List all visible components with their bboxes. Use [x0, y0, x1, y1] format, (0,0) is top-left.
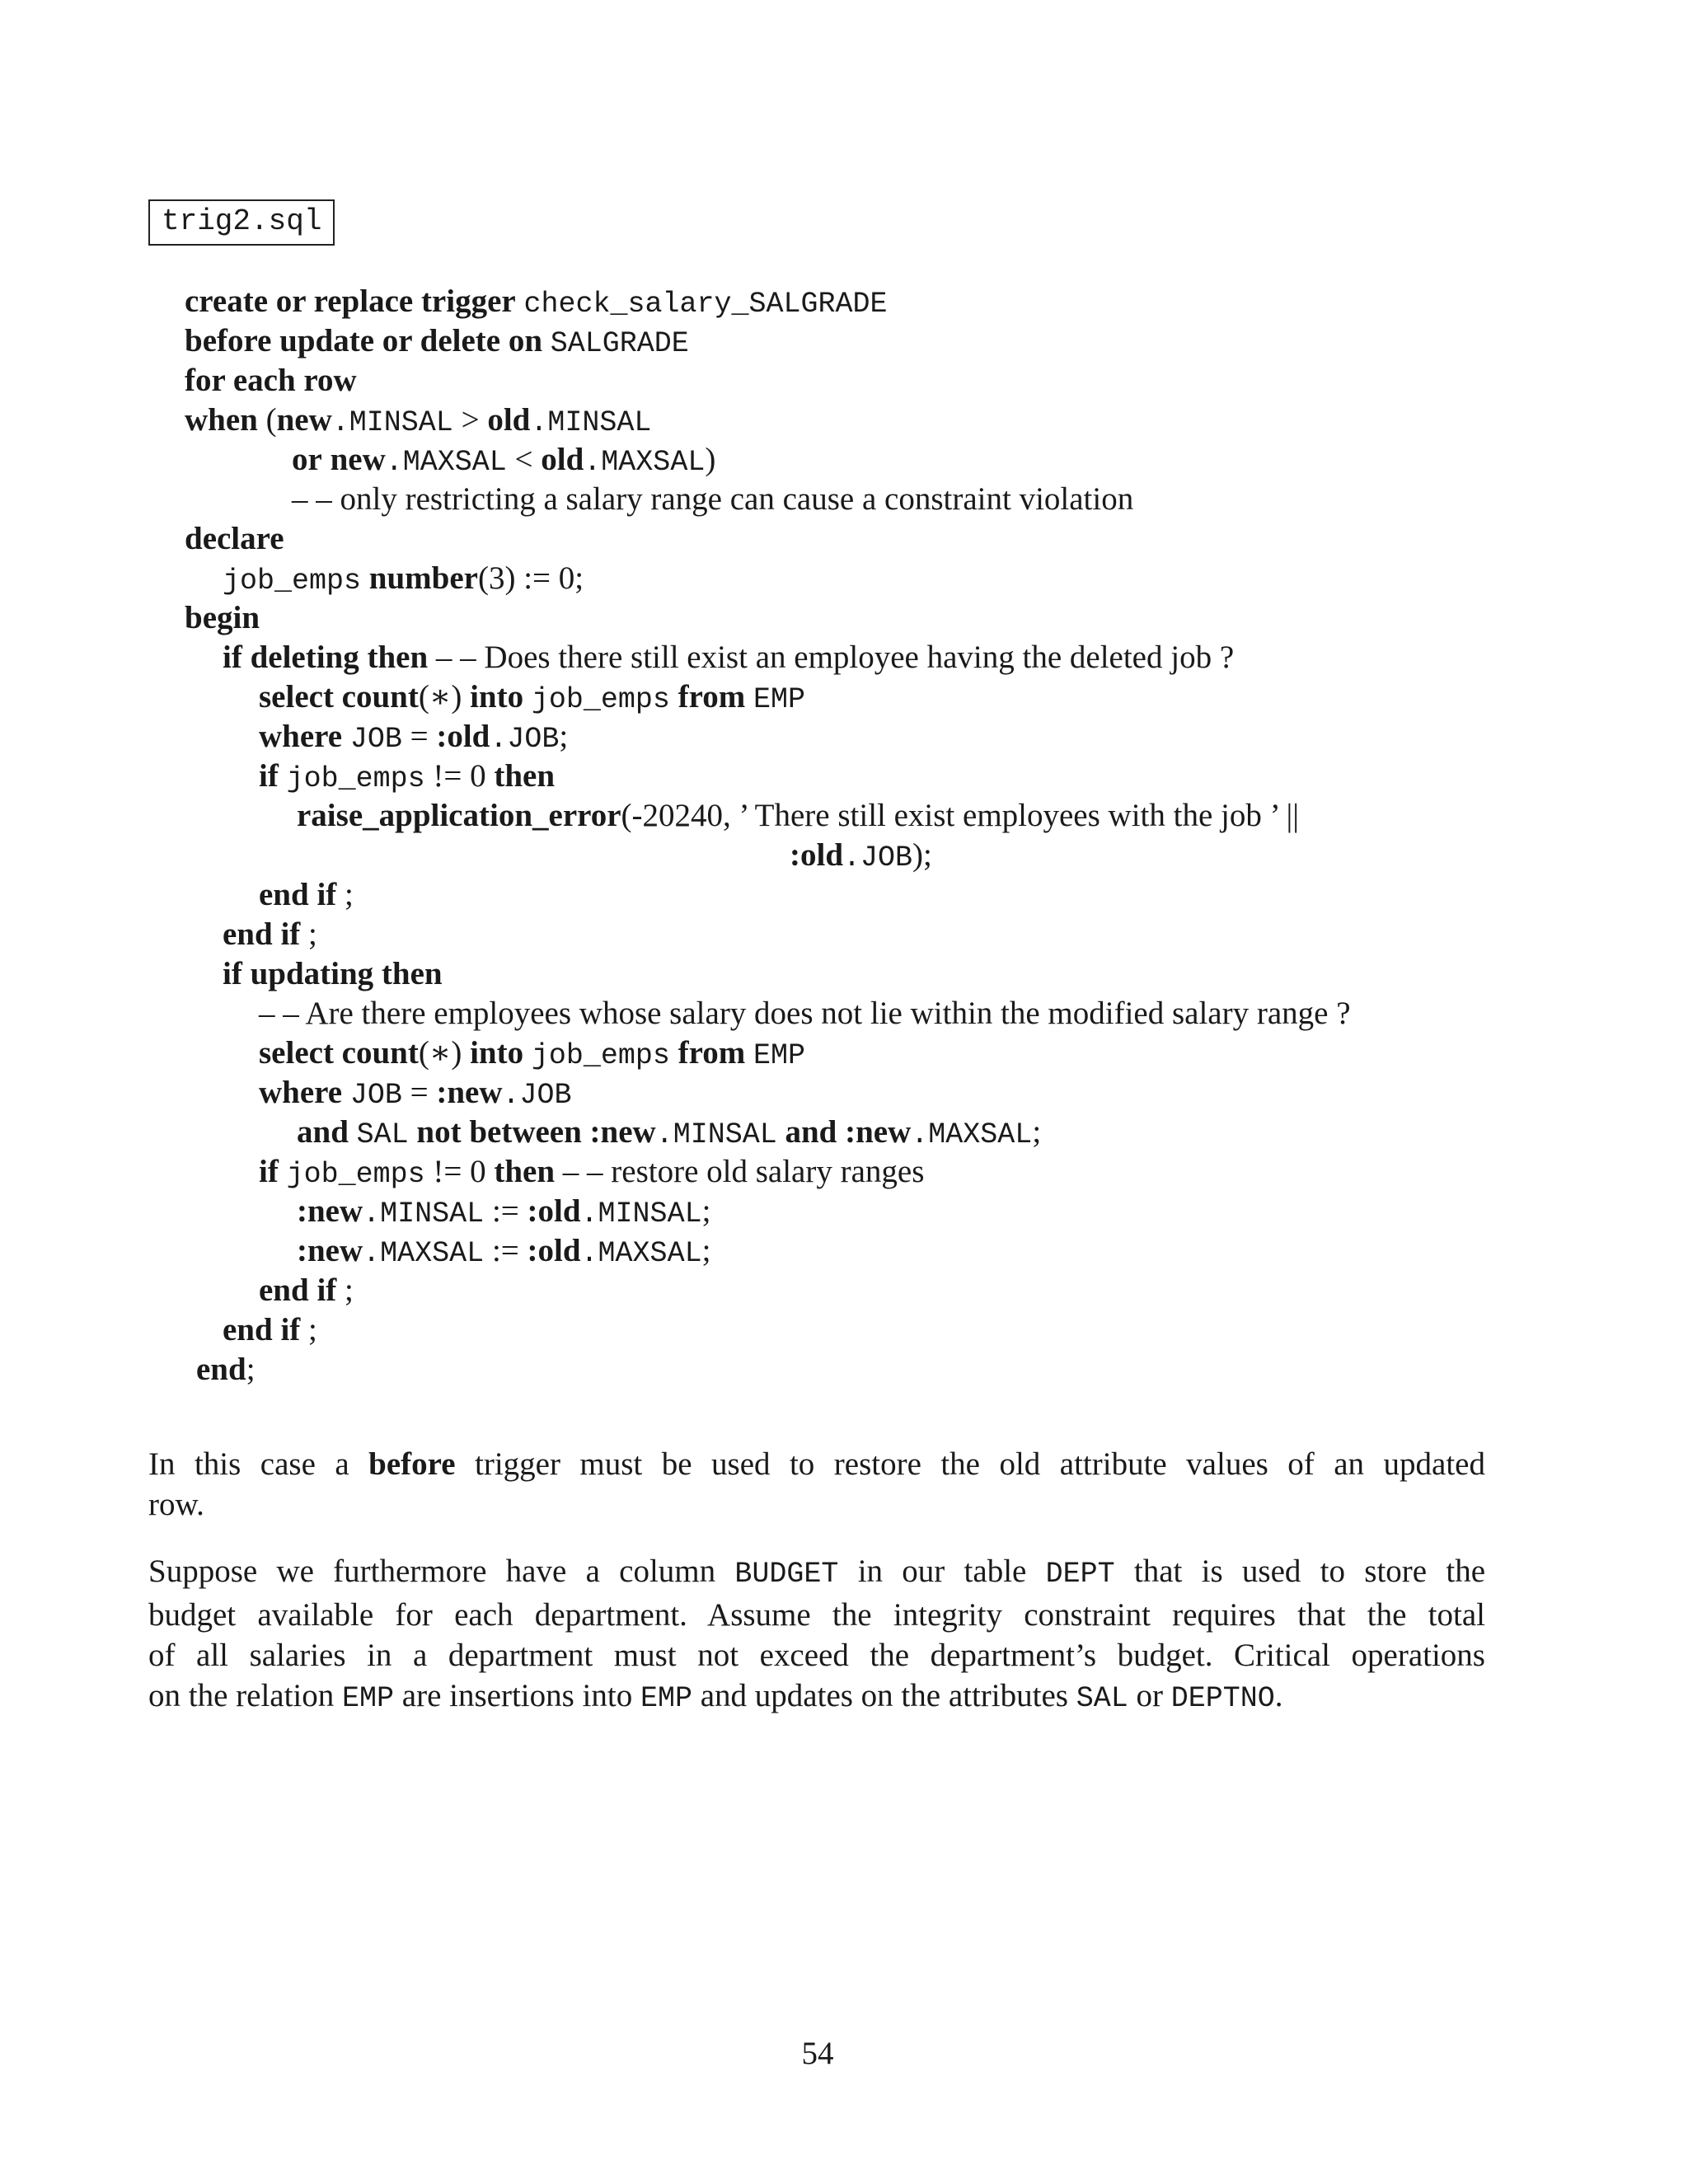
- keyword: end if: [223, 1312, 301, 1347]
- keyword: declare: [185, 521, 284, 556]
- code-text: ;: [701, 1193, 711, 1229]
- keyword: :new: [589, 1114, 656, 1150]
- code-text: (-20240, ’ There still exist employees with the job ’ ||: [621, 798, 1300, 833]
- text: Suppose we furthermore have a column: [148, 1554, 735, 1589]
- paragraph: [148, 1444, 1485, 1525]
- page-number: 54: [801, 2036, 834, 2071]
- code-text: :=: [484, 1193, 528, 1229]
- code-text: );: [912, 837, 932, 873]
- keyword: new: [276, 402, 332, 438]
- code-comment: – – Are there employees whose salary does not lie within the modified salary range ?: [259, 996, 1351, 1031]
- code-line: [297, 796, 1299, 836]
- identifier: EMP: [753, 683, 805, 716]
- text: on the relation: [148, 1678, 343, 1713]
- keyword: :old: [790, 837, 844, 873]
- keyword: :new: [297, 1193, 363, 1229]
- code-text: ;: [1032, 1114, 1042, 1150]
- keyword: :new: [845, 1114, 912, 1150]
- text: In this case a: [148, 1446, 369, 1482]
- identifier: JOB: [349, 1079, 402, 1112]
- identifier: .JOB: [502, 1079, 572, 1112]
- identifier: job_emps: [286, 1158, 425, 1191]
- paragraph-line: [148, 1675, 1485, 1719]
- keyword: end if: [259, 1272, 337, 1308]
- paragraph-line: [148, 1444, 1485, 1484]
- identifier: check_salary_SALGRADE: [523, 288, 888, 321]
- keyword: not between: [416, 1114, 582, 1150]
- keyword: :new: [436, 1075, 503, 1110]
- identifier: .JOB: [490, 723, 560, 756]
- keyword: when: [185, 402, 258, 438]
- code-comment: – – restore old salary ranges: [555, 1154, 925, 1189]
- code-line: [185, 282, 888, 321]
- text: trigger must be used to restore the old attribute values of an updated: [455, 1446, 1485, 1482]
- code-text: =: [401, 719, 437, 754]
- text: .: [1274, 1678, 1283, 1713]
- identifier: job_emps: [223, 565, 362, 598]
- code-text: ;: [559, 719, 569, 754]
- code-text: ;: [701, 1233, 711, 1268]
- code-text: =: [401, 1075, 437, 1110]
- identifier: .MAXSAL: [363, 1237, 485, 1270]
- keyword: into: [470, 679, 524, 715]
- code-line: [223, 915, 317, 954]
- keyword: raise_application_error: [297, 798, 621, 833]
- keyword: before update or delete on: [185, 323, 543, 359]
- keyword: select count: [259, 1035, 419, 1071]
- keyword: if deleting then: [223, 640, 429, 675]
- paragraph-line: row.: [148, 1487, 204, 1522]
- keyword: if: [259, 758, 279, 794]
- code-line: [185, 321, 689, 361]
- identifier: .MAXSAL: [911, 1118, 1033, 1151]
- identifier: .MINSAL: [363, 1197, 485, 1230]
- keyword: select count: [259, 679, 419, 715]
- code-text: != 0: [424, 758, 495, 794]
- identifier: JOB: [349, 723, 402, 756]
- paragraph-line: budget available for each department. Assume the integrity constraint requires that the total: [148, 1597, 1485, 1633]
- code-line: [259, 677, 805, 717]
- code-text: (∗): [418, 679, 471, 715]
- code-line: [259, 875, 354, 915]
- keyword: :old: [527, 1193, 581, 1229]
- code-line: [223, 1310, 317, 1350]
- keyword: from: [678, 679, 746, 715]
- identifier: .MINSAL: [655, 1118, 777, 1151]
- identifier: job_emps: [531, 1039, 670, 1072]
- identifier: EMP: [342, 1682, 395, 1715]
- text: are insertions into: [394, 1678, 640, 1713]
- keyword: and: [297, 1114, 349, 1150]
- code-line: [223, 638, 1234, 677]
- code-line: [297, 1192, 710, 1231]
- code-text: (: [265, 402, 277, 438]
- code-text: >: [452, 402, 488, 438]
- text: or: [1128, 1678, 1171, 1713]
- keyword: from: [678, 1035, 746, 1071]
- code-text: (3) := 0;: [477, 560, 584, 596]
- code-text: ;: [336, 877, 354, 912]
- code-text: != 0: [424, 1154, 495, 1189]
- identifier: job_emps: [531, 683, 670, 716]
- code-line: [790, 836, 932, 875]
- code-line: [259, 1033, 805, 1073]
- code-line: [259, 1152, 924, 1192]
- keyword: :old: [527, 1233, 581, 1268]
- code-line: [223, 559, 584, 598]
- keyword: :old: [436, 719, 490, 754]
- code-comment: – – only restricting a salary range can cause a constraint violation: [292, 481, 1134, 517]
- keyword: :new: [297, 1233, 363, 1268]
- identifier: SAL: [1076, 1682, 1128, 1715]
- keyword: create or replace trigger: [185, 284, 516, 319]
- identifier: SAL: [356, 1118, 409, 1151]
- identifier: .JOB: [843, 841, 913, 874]
- code-text: (∗): [418, 1035, 471, 1071]
- code-text: ): [705, 442, 716, 477]
- keyword: then: [494, 758, 556, 794]
- code-comment: – – Does there still exist an employee having the deleted job ?: [428, 640, 1235, 675]
- code-line: [259, 1271, 354, 1310]
- code-line: [196, 1350, 256, 1390]
- keyword: if updating then: [223, 956, 443, 991]
- keyword: if: [259, 1154, 279, 1189]
- keyword: old: [541, 442, 584, 477]
- identifier: DEPT: [1045, 1558, 1115, 1591]
- code-line: [185, 519, 284, 559]
- code-line: [259, 717, 568, 757]
- identifier: EMP: [640, 1682, 692, 1715]
- paragraph-line: [148, 1551, 1485, 1595]
- keyword: number: [368, 560, 478, 596]
- text: in our table: [838, 1554, 1046, 1589]
- code-line: [259, 757, 555, 796]
- code-line: [292, 440, 715, 480]
- identifier: .MAXSAL: [385, 446, 507, 479]
- code-text: ;: [300, 916, 317, 952]
- keyword: and: [785, 1114, 837, 1150]
- code-line: [259, 1073, 572, 1113]
- keyword: end if: [223, 916, 301, 952]
- code-line: [185, 361, 357, 401]
- code-line: [223, 954, 443, 994]
- code-text: <: [506, 442, 542, 477]
- keyword: new: [330, 442, 386, 477]
- text: and updates on the attributes: [692, 1678, 1076, 1713]
- code-text: ;: [246, 1352, 256, 1387]
- code-line: [185, 598, 260, 638]
- code-line: [185, 401, 651, 440]
- keyword: or: [292, 442, 322, 477]
- paragraph: [148, 1551, 1485, 1719]
- code-text: :=: [484, 1233, 528, 1268]
- keyword: into: [470, 1035, 524, 1071]
- keyword: begin: [185, 600, 260, 635]
- code-text: ;: [300, 1312, 317, 1347]
- identifier: EMP: [753, 1039, 805, 1072]
- keyword: end: [196, 1352, 246, 1387]
- keyword: end if: [259, 877, 337, 912]
- identifier: .MINSAL: [530, 406, 652, 439]
- keyword: then: [494, 1154, 556, 1189]
- identifier: .MAXSAL: [580, 1237, 702, 1270]
- identifier: job_emps: [286, 762, 425, 795]
- text: that is used to store the: [1114, 1554, 1486, 1589]
- keyword: old: [487, 402, 531, 438]
- code-text: ;: [336, 1272, 354, 1308]
- keyword: for each row: [185, 363, 357, 398]
- paragraph-line: of all salaries in a department must not exceed the department’s budget. Critical operations: [148, 1638, 1485, 1673]
- identifier: .MINSAL: [580, 1197, 702, 1230]
- file-name-label: trig2.sql: [148, 199, 335, 246]
- keyword: where: [259, 1075, 343, 1110]
- keyword: where: [259, 719, 343, 754]
- emphasis: before: [368, 1446, 456, 1482]
- code-line: [297, 1113, 1041, 1152]
- identifier: BUDGET: [734, 1558, 839, 1591]
- identifier: .MINSAL: [331, 406, 453, 439]
- identifier: .MAXSAL: [584, 446, 706, 479]
- identifier: DEPTNO: [1170, 1682, 1275, 1715]
- code-line: [297, 1231, 710, 1271]
- identifier: SALGRADE: [550, 327, 689, 360]
